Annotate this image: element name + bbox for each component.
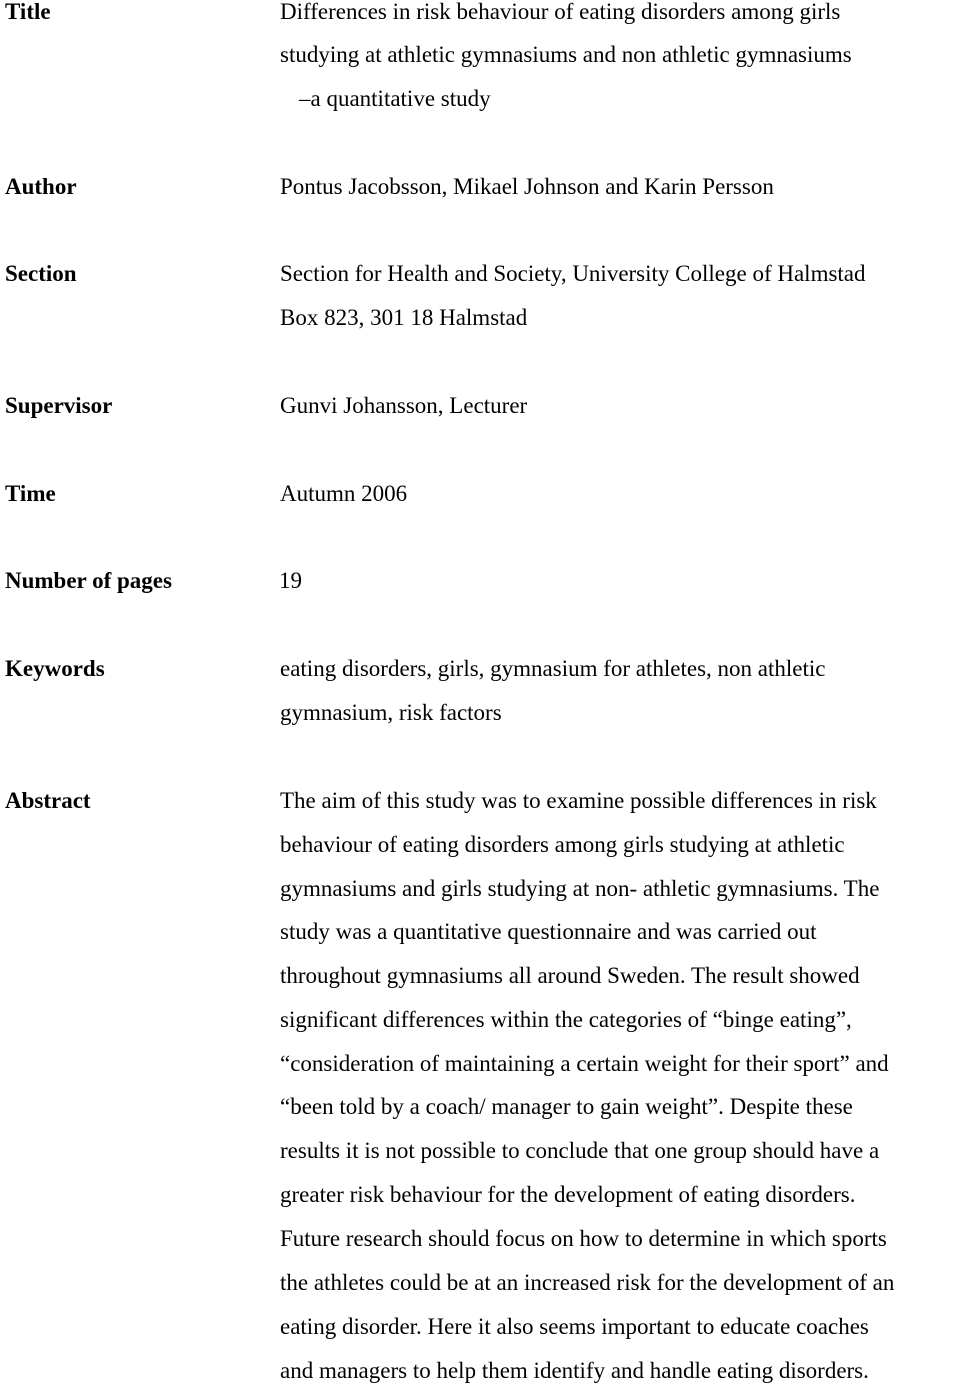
abstract-line: gymnasiums and girls studying at non- athletic gymnasiums. The: [280, 876, 880, 901]
abstract-label: Abstract: [5, 788, 91, 813]
pages-label: Number of pages: [5, 568, 172, 593]
supervisor-line: Gunvi Johansson, Lecturer: [280, 393, 528, 418]
abstract-line: significant differences within the categories of “binge eating”,: [280, 1007, 852, 1032]
keywords-line: gymnasium, risk factors: [280, 700, 502, 725]
title-label: Title: [5, 0, 51, 24]
time-label: Time: [5, 481, 56, 506]
section-line: Box 823, 301 18 Halmstad: [280, 305, 528, 330]
abstract-line: throughout gymnasiums all around Sweden. The result showed: [280, 963, 860, 988]
title-line: –a quantitative study: [299, 86, 491, 111]
abstract-line: and managers to help them identify and handle eating disorders.: [280, 1358, 869, 1383]
author-line: Pontus Jacobsson, Mikael Johnson and Karin Persson: [280, 174, 774, 199]
author-label: Author: [5, 174, 77, 199]
abstract-line: the athletes could be at an increased risk for the development of an: [280, 1270, 895, 1295]
section-label: Section: [5, 261, 77, 286]
keywords-label: Keywords: [5, 656, 105, 681]
title-line: Differences in risk behaviour of eating disorders among girls: [280, 0, 841, 24]
supervisor-label: Supervisor: [5, 393, 113, 418]
abstract-line: study was a quantitative questionnaire and was carried out: [280, 919, 817, 944]
abstract-line: greater risk behaviour for the development of eating disorders.: [280, 1182, 856, 1207]
abstract-line: eating disorder. Here it also seems important to educate coaches: [280, 1314, 869, 1339]
time-line: Autumn 2006: [280, 481, 408, 506]
abstract-line: “consideration of maintaining a certain weight for their sport” and: [280, 1051, 889, 1076]
abstract-line: behaviour of eating disorders among girls studying at athletic: [280, 832, 845, 857]
abstract-line: “been told by a coach/ manager to gain weight”. Despite these: [280, 1094, 853, 1119]
abstract-line: results it is not possible to conclude that one group should have a: [280, 1138, 880, 1163]
section-line: Section for Health and Society, University College of Halmstad: [280, 261, 866, 286]
abstract-line: Future research should focus on how to determine in which sports: [280, 1226, 887, 1251]
keywords-line: eating disorders, girls, gymnasium for athletes, non athletic: [280, 656, 826, 681]
pages-line: 19: [279, 568, 302, 593]
title-line: studying at athletic gymnasiums and non athletic gymnasiums: [280, 42, 852, 67]
abstract-line: The aim of this study was to examine possible differences in risk: [280, 788, 877, 813]
